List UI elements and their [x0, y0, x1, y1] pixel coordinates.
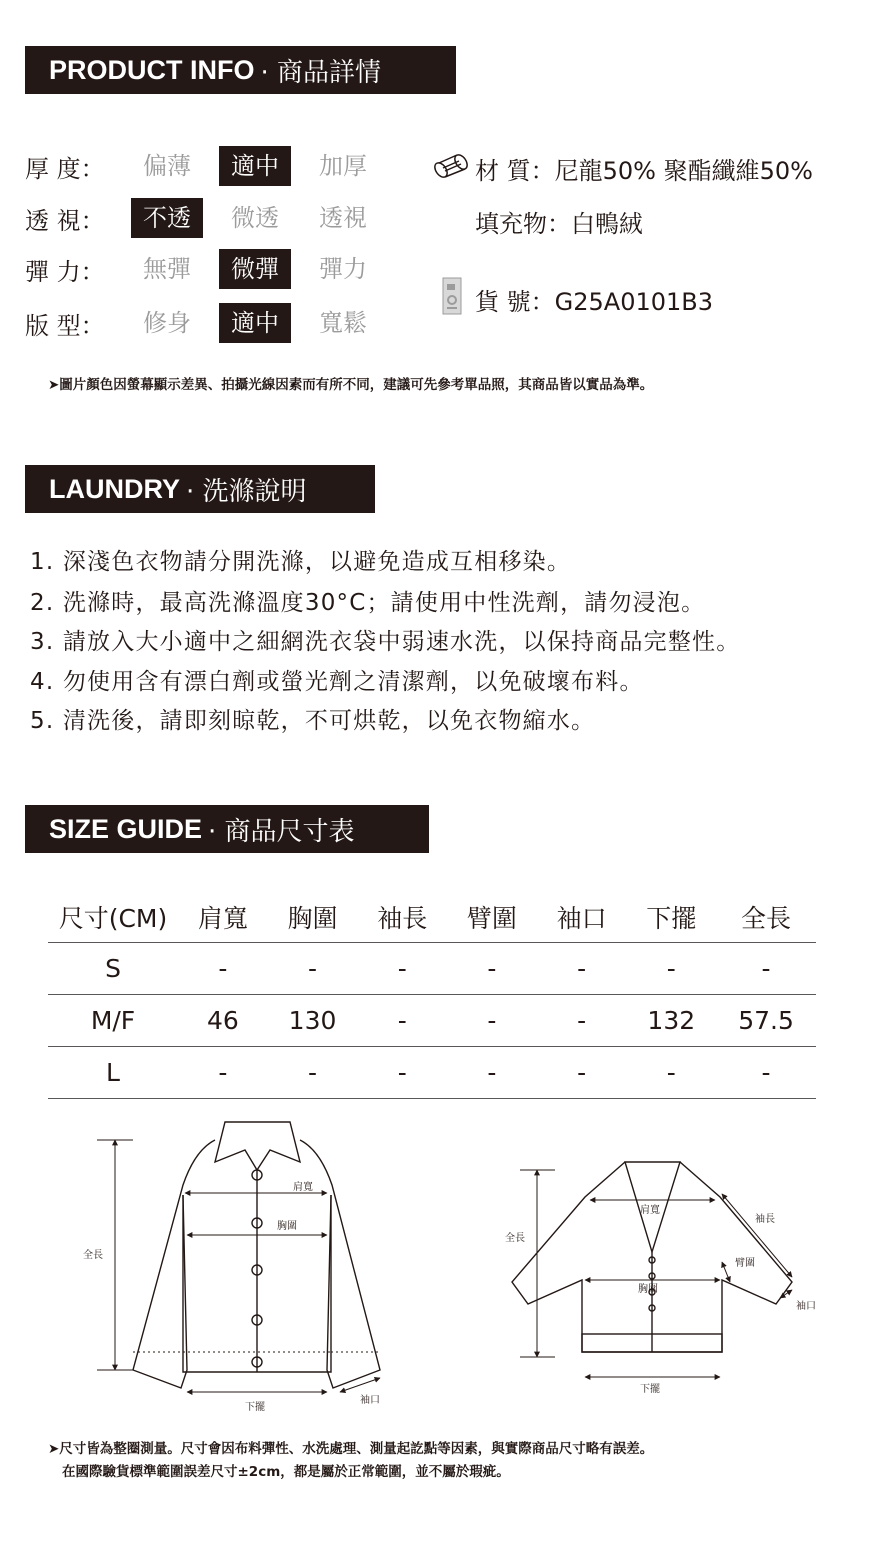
- laundry-item: 3. 請放入大小適中之細網洗衣袋中弱速水洗，以保持商品完整性。: [30, 629, 741, 655]
- table-cell: 57.5: [716, 995, 816, 1047]
- attribute-option-selected: 微彈: [219, 249, 291, 289]
- shoulder-label: 肩寬: [293, 1182, 313, 1193]
- size-disclaimer-line2: 在國際驗貨標準範圍誤差尺寸±2cm，都是屬於正常範圍，並不屬於瑕疵。: [62, 1464, 510, 1480]
- material-row: [475, 151, 813, 186]
- attribute-option: 無彈: [143, 255, 191, 283]
- jacket-measurement-diagram: [75, 1110, 405, 1420]
- table-cell: -: [178, 943, 268, 995]
- product-info-header: [25, 46, 456, 94]
- table-cell: -: [178, 1047, 268, 1099]
- table-cell: -: [626, 943, 716, 995]
- sku-label: 貨 號：: [475, 288, 555, 316]
- column-header: 下擺: [646, 904, 697, 933]
- table-cell: -: [357, 943, 447, 995]
- column-header: 袖口: [556, 904, 607, 933]
- chest-label: 胸圍: [277, 1221, 297, 1232]
- table-row: [48, 943, 816, 995]
- thread-spool-icon: [433, 152, 473, 182]
- attribute-fit: [25, 303, 367, 343]
- table-cell: -: [537, 1047, 627, 1099]
- length-label: 全長: [83, 1250, 103, 1261]
- size-table: [48, 892, 816, 1099]
- attribute-option: 加厚: [319, 152, 367, 180]
- sku-row: [475, 282, 713, 317]
- cuff-label: 袖口: [360, 1395, 380, 1406]
- size-disclaimer: ➤尺寸皆為整圈測量。尺寸會因布料彈性、水洗處理、測量起訖點等因素，與實際商品尺寸略有誤差。: [48, 1441, 654, 1457]
- attribute-option: 偏薄: [143, 152, 191, 180]
- column-header: 胸圍: [287, 904, 338, 933]
- attribute-option: 寬鬆: [319, 309, 367, 337]
- product-info-header-en: PRODUCT INFO: [49, 54, 255, 85]
- tag-icon: [441, 276, 465, 318]
- laundry-item: 2. 洗滌時，最高洗滌溫度30°C；請使用中性洗劑，請勿浸泡。: [30, 590, 706, 616]
- attribute-label: 彈 力：: [25, 257, 105, 286]
- size-guide-header-en: SIZE GUIDE: [49, 813, 203, 844]
- attribute-option: 透視: [319, 204, 367, 232]
- attribute-option-selected: 適中: [219, 303, 291, 343]
- laundry-item: 4. 勿使用含有漂白劑或螢光劑之清潔劑，以免破壞布料。: [30, 669, 644, 695]
- size-guide-header: [25, 805, 429, 853]
- table-cell: -: [537, 995, 627, 1047]
- material-label: 材 質：: [475, 157, 555, 185]
- table-cell: -: [537, 943, 627, 995]
- table-cell: -: [716, 943, 816, 995]
- attribute-option-selected: 適中: [219, 146, 291, 186]
- sku-value: G25A0101B3: [554, 288, 714, 316]
- sleeve-label: 袖長: [755, 1214, 775, 1225]
- column-header: 尺寸(CM): [58, 904, 168, 933]
- table-cell: 46: [178, 995, 268, 1047]
- material-value: 尼龍50% 聚酯纖維50%: [554, 157, 813, 185]
- laundry-item: 1. 深淺色衣物請分開洗滌，以避免造成互相移染。: [30, 549, 572, 575]
- laundry-header-zh: · 洗滌說明: [186, 476, 307, 507]
- table-cell: -: [357, 1047, 447, 1099]
- table-cell: -: [447, 995, 537, 1047]
- product-info-header-zh: · 商品詳情: [260, 57, 382, 88]
- table-cell: -: [357, 995, 447, 1047]
- size-guide-header-zh: · 商品尺寸表: [208, 816, 355, 847]
- filling-row: [475, 204, 643, 239]
- cuff-label: 袖口: [796, 1301, 816, 1312]
- column-header: 全長: [741, 904, 792, 933]
- table-cell: -: [716, 1047, 816, 1099]
- table-cell: 132: [626, 995, 716, 1047]
- color-disclaimer: ➤圖片顏色因螢幕顯示差異、拍攝光線因素而有所不同，建議可先參考單品照，其商品皆以實品為準。: [48, 377, 654, 393]
- attribute-transparency: [25, 198, 367, 238]
- laundry-header: [25, 465, 375, 513]
- chest-label: 胸圍: [638, 1284, 658, 1295]
- laundry-item: 5. 清洗後，請即刻晾乾，不可烘乾，以免衣物縮水。: [30, 708, 596, 734]
- table-cell: S: [48, 943, 178, 995]
- attribute-elasticity: [25, 249, 367, 289]
- table-row: [48, 995, 816, 1047]
- attribute-option-selected: 不透: [131, 198, 203, 238]
- column-header: 袖長: [377, 904, 428, 933]
- attribute-label: 透 視：: [25, 206, 105, 235]
- cardigan-measurement-diagram: [500, 1152, 830, 1402]
- hem-label: 下擺: [640, 1384, 660, 1395]
- table-cell: -: [447, 943, 537, 995]
- filling-label: 填充物：: [475, 210, 571, 238]
- hem-label: 下擺: [245, 1402, 265, 1413]
- table-header-row: [48, 892, 816, 943]
- table-cell: -: [626, 1047, 716, 1099]
- length-label: 全長: [505, 1233, 525, 1244]
- table-cell: M/F: [48, 995, 178, 1047]
- filling-value: 白鴨絨: [571, 210, 643, 238]
- attribute-thickness: [25, 146, 367, 186]
- attribute-label: 厚 度：: [25, 154, 105, 183]
- attribute-option: 彈力: [319, 255, 367, 283]
- column-header: 臂圍: [466, 904, 517, 933]
- arm-label: 臂圍: [735, 1258, 755, 1269]
- laundry-header-en: LAUNDRY: [49, 473, 180, 504]
- attribute-option: 微透: [231, 204, 279, 232]
- table-cell: -: [268, 1047, 358, 1099]
- table-cell: -: [268, 943, 358, 995]
- table-row: [48, 1047, 816, 1099]
- table-cell: -: [447, 1047, 537, 1099]
- attribute-label: 版 型：: [25, 311, 105, 340]
- attribute-option: 修身: [143, 309, 191, 337]
- shoulder-label: 肩寬: [640, 1205, 660, 1216]
- table-cell: 130: [268, 995, 358, 1047]
- column-header: 肩寬: [197, 904, 248, 933]
- table-cell: L: [48, 1047, 178, 1099]
